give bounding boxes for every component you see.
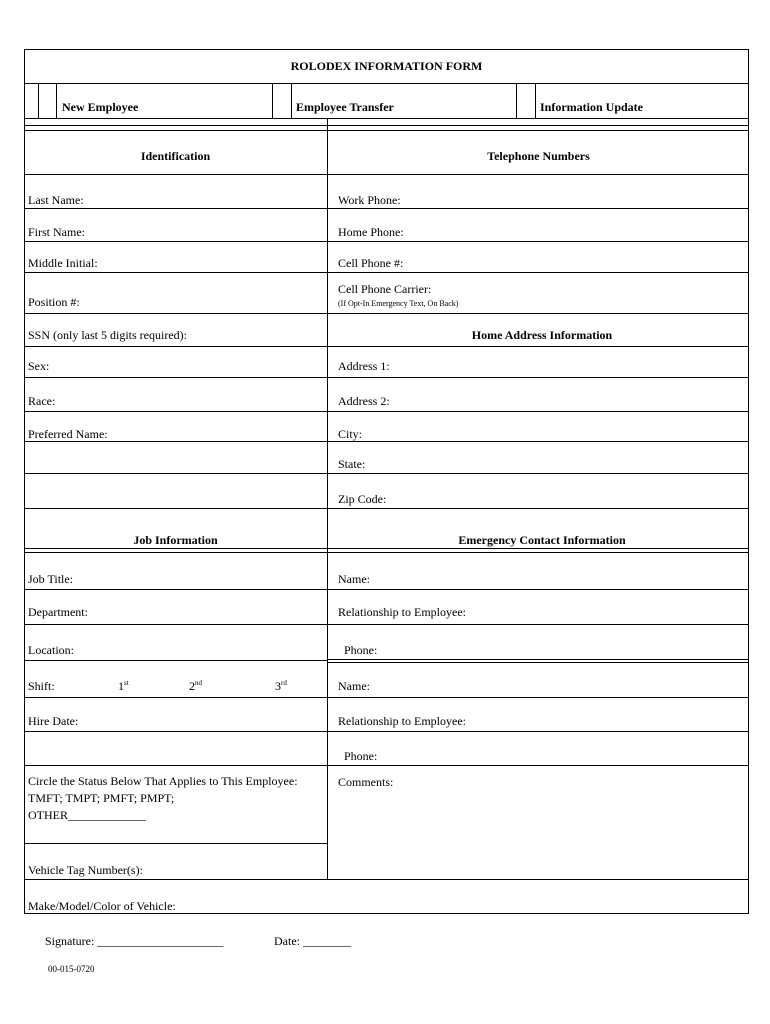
rule [24,508,327,509]
shift-third-number: 3 [275,679,281,693]
frame-left [24,49,25,914]
rule [24,765,327,766]
employee-transfer-checkbox[interactable] [272,83,292,119]
rule [24,130,749,131]
status-instruction-text: Circle the Status Below That Applies to This Employee: [28,774,298,788]
information-update-label: Information Update [540,100,644,114]
telephone-heading: Telephone Numbers [487,149,590,163]
rule [328,765,749,766]
rule [328,731,749,732]
frame-right [748,49,749,914]
identification-heading: Identification [140,149,211,163]
rule [24,125,749,126]
emergency-relationship2-field[interactable]: Relationship to Employee: [338,714,466,728]
rule [328,346,749,347]
cell-carrier-note: (If Opt-In Emergency Text, On Back) [338,299,459,308]
rule [328,313,749,314]
position-field[interactable]: Position #: [28,295,80,309]
rule [328,377,749,378]
shift-first-number: 1 [118,679,124,693]
rule [24,118,749,119]
rule [328,272,749,273]
rule [24,589,327,590]
shift-first-option[interactable] [118,679,129,693]
frame-top [24,49,749,50]
shift-second-suffix: nd [195,679,202,687]
rule [328,441,749,442]
rule [24,441,327,442]
address-heading: Home Address Information [471,328,613,342]
last-name-field[interactable]: Last Name: [28,193,84,207]
work-phone-field[interactable]: Work Phone: [338,193,401,207]
rule [24,879,749,880]
rule [328,662,749,663]
rule [328,659,749,660]
date-field[interactable]: Date: ________ [274,934,351,948]
rule [24,174,327,175]
emergency-phone1-field[interactable]: Phone: [344,643,378,657]
status-other-field[interactable]: OTHER_____________ [28,808,146,822]
vehicle-make-field[interactable]: Make/Model/Color of Vehicle: [28,899,176,913]
shift-third-option[interactable] [275,679,287,693]
shift-second-number: 2 [189,679,195,693]
shift-second-option[interactable] [189,679,202,693]
rule [24,411,327,412]
form-title: ROLODEX INFORMATION FORM [290,59,483,73]
form-number: 00-015-0720 [48,964,95,974]
employee-status-instructions [28,773,308,824]
city-field[interactable]: City: [338,427,363,441]
rule [328,552,749,553]
job-title-field[interactable]: Job Title: [28,572,74,586]
state-field[interactable]: State: [338,457,366,471]
new-employee-label: New Employee [62,100,139,114]
rule [328,508,749,509]
employee-transfer-label: Employee Transfer [296,100,394,114]
rule [24,548,327,549]
rule [24,313,327,314]
emergency-name2-field[interactable]: Name: [338,679,370,693]
rule [328,589,749,590]
middle-initial-field[interactable]: Middle Initial: [28,256,98,270]
location-field[interactable]: Location: [28,643,74,657]
emergency-phone2-field[interactable]: Phone: [344,749,378,763]
rule [24,272,327,273]
frame-bottom [24,913,749,914]
job-info-heading: Job Information [133,533,218,547]
vehicle-tag-field[interactable]: Vehicle Tag Number(s): [28,863,143,877]
signature-field[interactable]: Signature: _____________________ [45,934,224,948]
rule [24,552,327,553]
ssn-field[interactable]: SSN (only last 5 digits required): [28,328,187,342]
first-name-field[interactable]: First Name: [28,225,85,239]
rule [328,548,749,549]
preferred-name-field[interactable]: Preferred Name: [28,427,108,441]
rule [24,377,327,378]
shift-first-suffix: st [124,679,129,687]
information-update-checkbox[interactable] [516,83,536,119]
zip-field[interactable]: Zip Code: [338,492,387,506]
rule [328,697,749,698]
rule [24,697,327,698]
shift-label: Shift: [28,679,55,693]
rule [328,208,749,209]
emergency-name1-field[interactable]: Name: [338,572,370,586]
address2-field[interactable]: Address 2: [338,394,390,408]
rule [328,174,749,175]
rule [328,411,749,412]
new-employee-checkbox[interactable] [38,83,57,119]
rule [24,731,327,732]
department-field[interactable]: Department: [28,605,88,619]
rule [24,241,327,242]
emergency-relationship1-field[interactable]: Relationship to Employee: [338,605,466,619]
comments-field[interactable]: Comments: [338,775,394,789]
rule [328,241,749,242]
sex-field[interactable]: Sex: [28,359,50,373]
rule [24,843,327,844]
rule [24,83,749,84]
rule [24,346,327,347]
rule [328,624,749,625]
status-options[interactable]: TMFT; TMPT; PMFT; PMPT; [28,791,175,805]
address1-field[interactable]: Address 1: [338,359,390,373]
rule [24,473,327,474]
race-field[interactable]: Race: [28,394,56,408]
rule [24,660,327,661]
emergency-heading: Emergency Contact Information [458,533,626,547]
hire-date-field[interactable]: Hire Date: [28,714,79,728]
home-phone-field[interactable]: Home Phone: [338,225,404,239]
shift-third-suffix: rd [281,679,287,687]
cell-carrier-field[interactable]: Cell Phone Carrier: [338,282,432,296]
rule [328,473,749,474]
cell-phone-field[interactable]: Cell Phone #: [338,256,404,270]
rule [24,624,327,625]
rule [24,208,327,209]
